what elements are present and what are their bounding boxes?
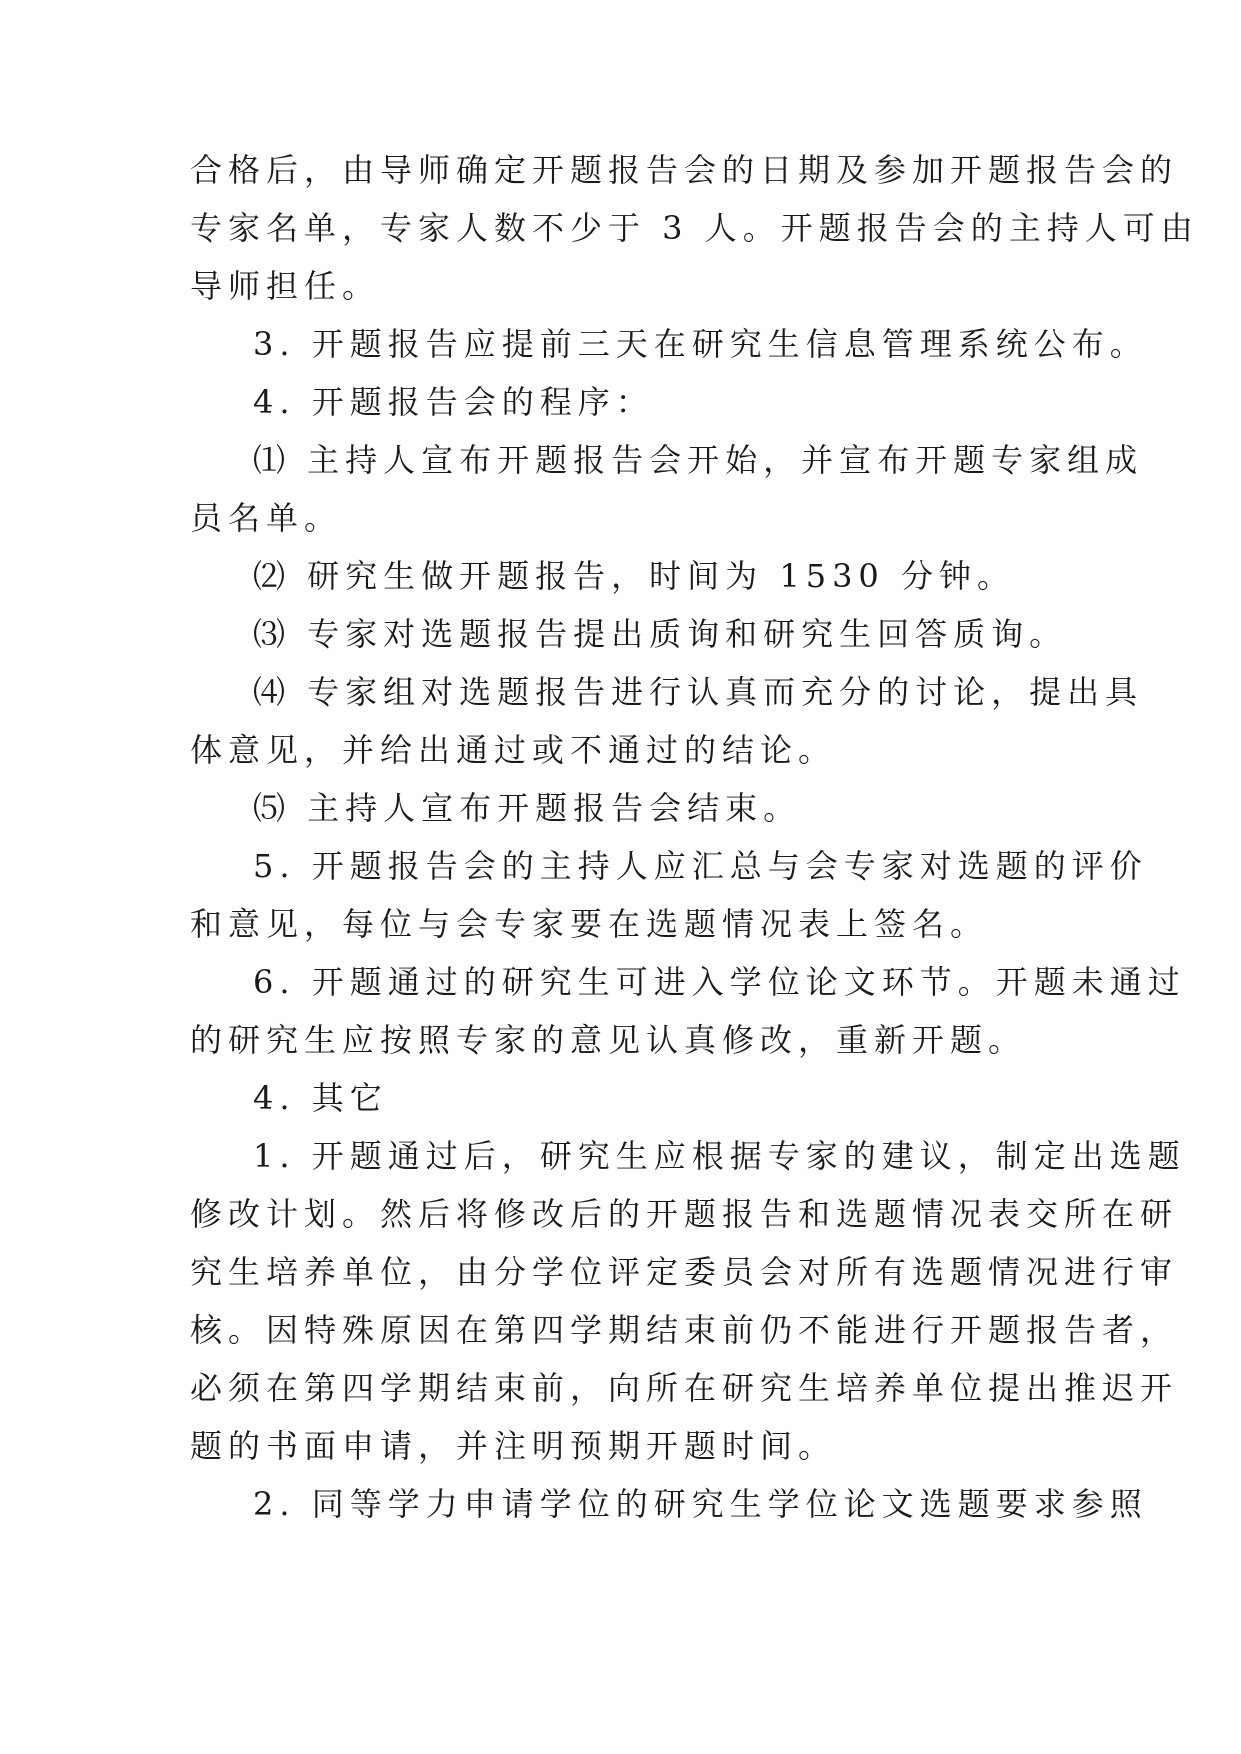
text-line: 的研究生应按照专家的意见认真修改，重新开题。 <box>190 1021 1027 1059</box>
text-line: 和意见，每位与会专家要在选题情况表上签名。 <box>190 905 989 943</box>
text-line: 6. 开题通过的研究生可进入学位论文环节。开题未通过 <box>253 963 1186 1001</box>
text-line: 5. 开题报告会的主持人应汇总与会专家对选题的评价 <box>253 847 1148 885</box>
text-line: ⑷ 专家组对选题报告进行认真而充分的讨论，提出具 <box>253 673 1144 711</box>
text-line: ⑵ 研究生做开题报告，时间为 1530 分钟。 <box>253 557 1015 595</box>
text-line: 究生培养单位，由分学位评定委员会对所有选题情况进行审 <box>190 1253 1179 1291</box>
text-line: 导师担任。 <box>190 267 381 305</box>
text-line: 核。因特殊原因在第四学期结束前仍不能进行开题报告者， <box>190 1311 1179 1349</box>
text-line: 题的书面申请，并注明预期开题时间。 <box>190 1427 837 1465</box>
text-line: 必须在第四学期结束前，向所在研究生培养单位提出推迟开 <box>190 1369 1179 1407</box>
text-line: ⑴ 主持人宣布开题报告会开始，并宣布开题专家组成 <box>253 441 1144 479</box>
text-line: 3. 开题报告应提前三天在研究生信息管理系统公布。 <box>253 325 1148 363</box>
text-line: ⑸ 主持人宣布开题报告会结束。 <box>253 789 802 827</box>
text-line: 2. 同等学力申请学位的研究生学位论文选题要求参照 <box>253 1485 1148 1523</box>
text-line: 员名单。 <box>190 499 343 537</box>
text-line: 体意见，并给出通过或不通过的结论。 <box>190 731 837 769</box>
text-line: 合格后，由导师确定开题报告会的日期及参加开题报告会的 <box>190 151 1179 189</box>
section-heading: 4. 其它 <box>253 1079 388 1117</box>
section-heading: 4. 开题报告会的程序： <box>253 383 654 421</box>
text-line: ⑶ 专家对选题报告提出质询和研究生回答质询。 <box>253 615 1068 653</box>
text-line: 修改计划。然后将修改后的开题报告和选题情况表交所在研 <box>190 1195 1179 1233</box>
text-line: 1. 开题通过后，研究生应根据专家的建议，制定出选题 <box>253 1137 1186 1175</box>
text-line: 专家名单，专家人数不少于 3 人。开题报告会的主持人可由 <box>190 209 1199 247</box>
